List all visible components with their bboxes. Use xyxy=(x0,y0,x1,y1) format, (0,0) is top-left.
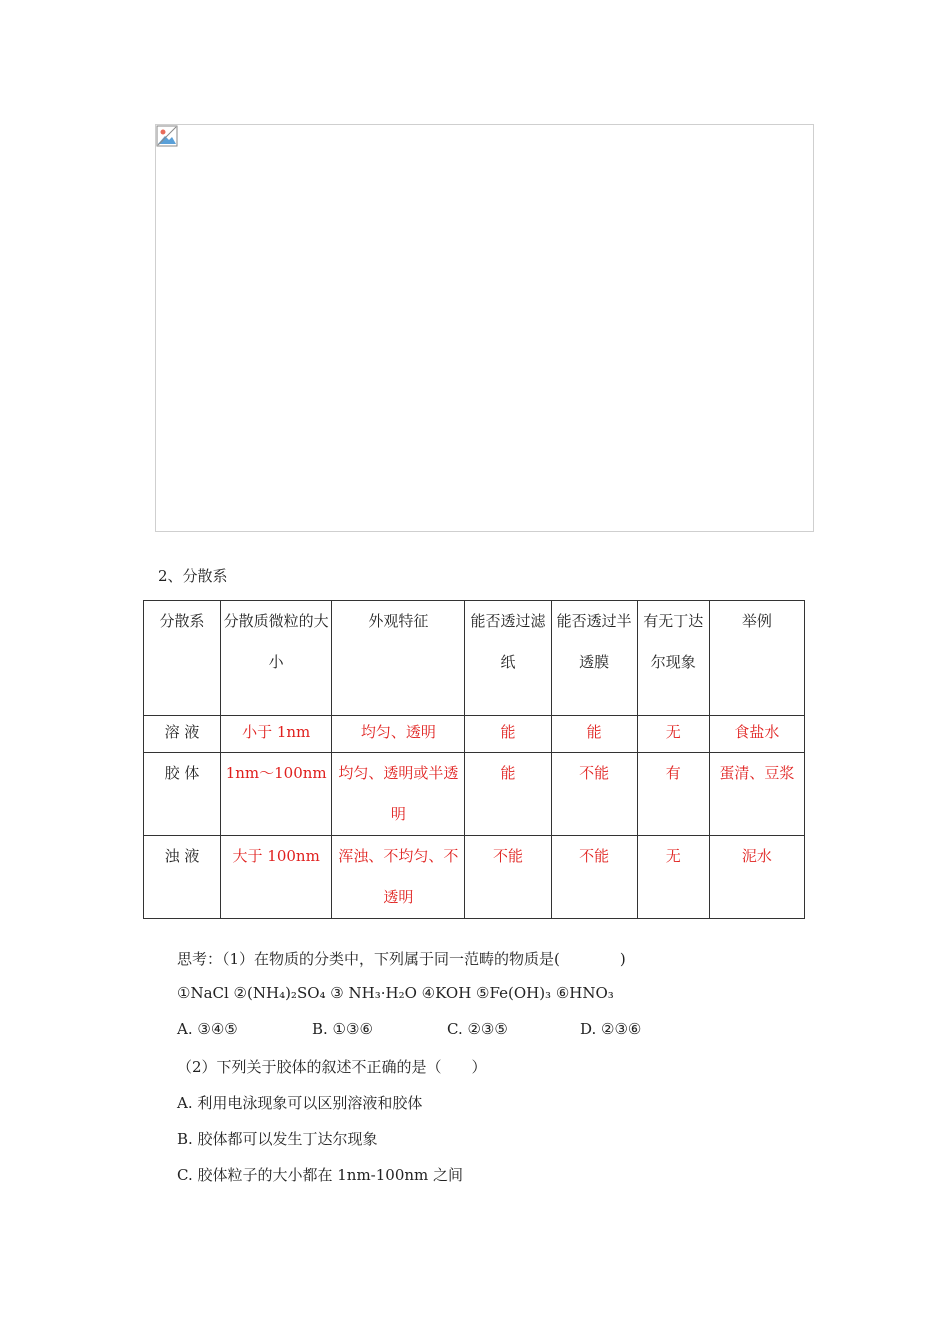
header-cell: 有无丁达尔现象 xyxy=(637,601,709,716)
table-cell: 不能 xyxy=(551,753,637,836)
header-cell: 外观特征 xyxy=(332,601,465,716)
table-cell: 均匀、透明或半透明 xyxy=(332,753,465,836)
table-cell: 有 xyxy=(637,753,709,836)
section-heading: 2、分散系 xyxy=(158,567,228,585)
table-cell: 泥水 xyxy=(709,836,804,919)
table-cell: 不能 xyxy=(465,836,551,919)
option-c[interactable]: C. 胶体粒子的大小都在 1nm-100nm 之间 xyxy=(177,1166,464,1184)
header-cell: 能否透过滤纸 xyxy=(465,601,551,716)
table-cell: 胶 体 xyxy=(144,753,221,836)
table-cell: 无 xyxy=(637,836,709,919)
table-cell: 无 xyxy=(637,716,709,753)
header-cell: 分散质微粒的大小 xyxy=(221,601,332,716)
dispersion-table xyxy=(143,600,805,919)
table-cell: 大于 100nm xyxy=(221,836,332,919)
question-2-stem: （2）下列关于胶体的叙述不正确的是（ ） xyxy=(177,1058,487,1076)
option-d[interactable]: D. ②③⑥ xyxy=(580,1020,642,1038)
table-cell: 均匀、透明 xyxy=(332,716,465,753)
option-c[interactable]: C. ②③⑤ xyxy=(447,1020,508,1038)
table-cell: 食盐水 xyxy=(709,716,804,753)
table-cell: 不能 xyxy=(551,836,637,919)
table-row xyxy=(144,716,805,753)
image-placeholder xyxy=(155,124,814,532)
option-b[interactable]: B. 胶体都可以发生丁达尔现象 xyxy=(177,1130,378,1148)
table-cell: 蛋清、豆浆 xyxy=(709,753,804,836)
table-cell: 能 xyxy=(551,716,637,753)
table-cell: 小于 1nm xyxy=(221,716,332,753)
table-cell: 能 xyxy=(465,753,551,836)
header-cell: 举例 xyxy=(709,601,804,716)
table-cell: 浑浊、不均匀、不透明 xyxy=(332,836,465,919)
broken-image-icon xyxy=(156,125,178,147)
table-cell: 能 xyxy=(465,716,551,753)
option-b[interactable]: B. ①③⑥ xyxy=(312,1020,373,1038)
question-1-options xyxy=(177,1020,641,1038)
table-row xyxy=(144,753,805,836)
header-cell: 能否透过半透膜 xyxy=(551,601,637,716)
table-row xyxy=(144,836,805,919)
table-cell: 溶 液 xyxy=(144,716,221,753)
question-1-items: ①NaCl ②(NH₄)₂SO₄ ③ NH₃·H₂O ④KOH ⑤Fe(OH)₃ ⑥HNO₃ xyxy=(177,984,614,1002)
table-cell: 浊 液 xyxy=(144,836,221,919)
option-a[interactable]: A. 利用电泳现象可以区别溶液和胶体 xyxy=(177,1094,423,1112)
option-a[interactable]: A. ③④⑤ xyxy=(177,1020,238,1038)
table-header-row xyxy=(144,601,805,716)
question-1-stem: 思考：（1）在物质的分类中，下列属于同一范畴的物质是( ) xyxy=(177,950,626,968)
table-cell: 1nm～100nm xyxy=(221,753,332,836)
header-cell: 分散系 xyxy=(144,601,221,716)
